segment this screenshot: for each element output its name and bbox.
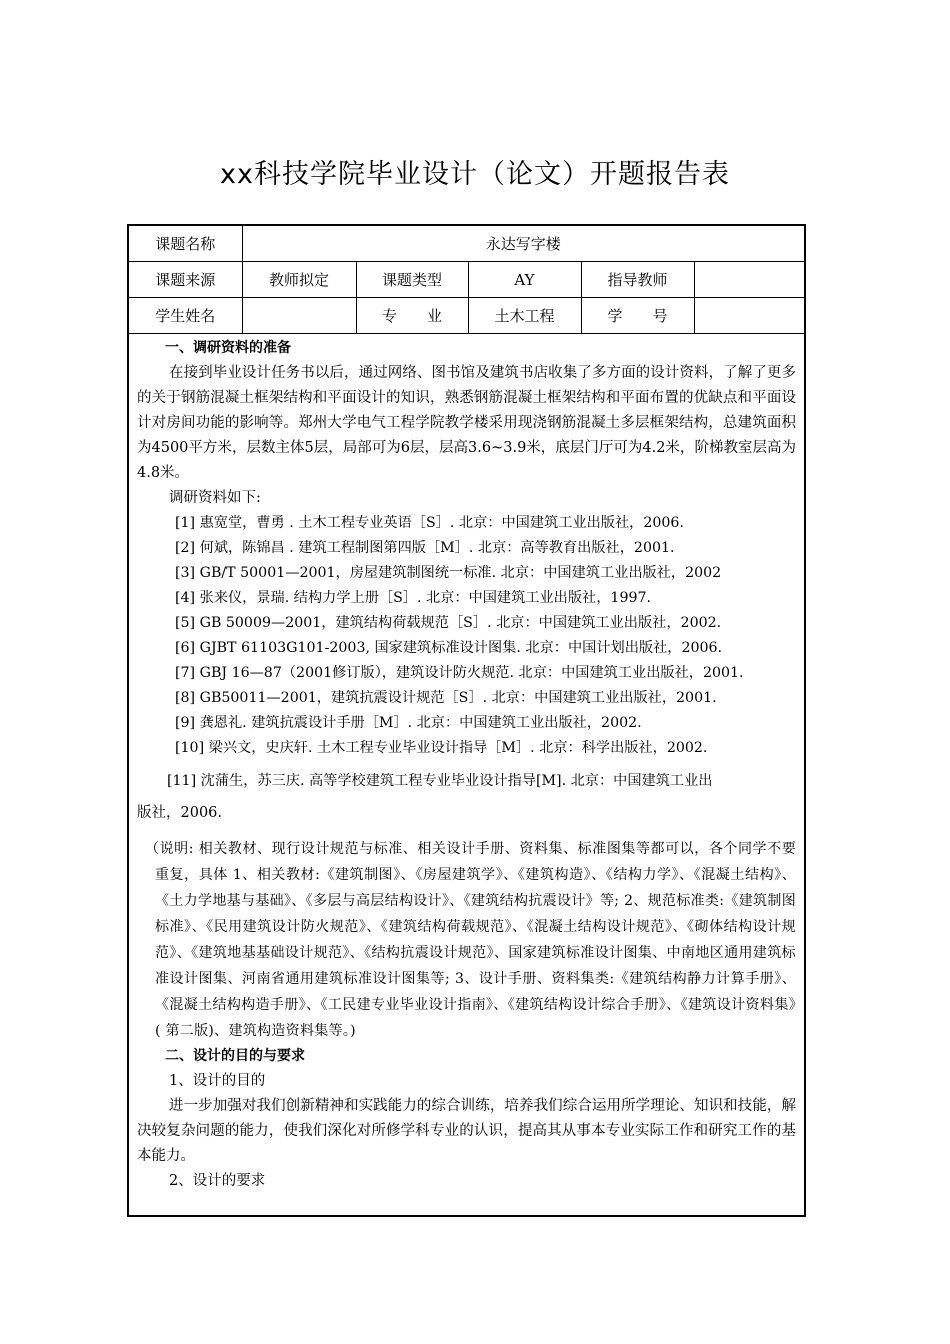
reference-item: [3] GB/T 50001—2001，房屋建筑制图统一标准. 北京：中国建筑工业出版社，2002 [175,565,722,581]
advisor-label: 指导教师 [581,262,694,298]
reference-item: [4] 张来仪，景瑞. 结构力学上册［S］. 北京：中国建筑工业出版社，1997. [175,590,652,606]
section1-paragraph: 在接到毕业设计任务书以后，通过网络、图书馆及建筑书店收集了多方面的设计资料，了解了更多的关于钢筋混凝土框架结构和平面设计的知识，熟悉钢筋混凝土框架结构和平面布置的优缺点和平面设计对房间功能的影响等。郑州大学电气工程学院教学楼采用现浇钢筋混凝土多层框架结构，总建筑面积为4500平方米，层数主体5层，局部可为6层，层高3.6~3.9米，底层门厅可为4.2米，阶梯教室层高为4.8米。 [137,365,796,481]
id-value [694,298,804,334]
section1-heading: 一、调研资料的准备 [165,340,291,356]
source-label: 课题来源 [129,262,242,298]
reference-item: [10] 梁兴文，史庆轩. 土木工程专业毕业设计指导［M］. 北京：科学出版社，2002. [175,740,708,756]
requirements-title: 2、设计的要求 [169,1173,266,1189]
reference-item-11: [11] 沈蒲生，苏三庆. 高等学校建筑工程专业毕业设计指导[M]. 北京：中国建筑工业出 [167,773,713,789]
id-label: 学 号 [581,298,694,334]
reference-item: [9] 龚恩礼. 建筑抗震设计手册［M］. 北京：中国建筑工业出版社，2002. [175,715,642,731]
explanation-note: （说明: 相关教材、现行设计规范与标准、相关设计手册、资料集、标准图集等都可以，各个同学不要重复，具体 1、相关教材:《建筑制图》、《房屋建筑学》、《建筑构造》、《结构力学》、《混凝土结构》、《土力学地基与基础》、《多层与高层结构设计》、《建筑结构抗震设计》等; 2、规范标准类:《建筑制图标准》、《民用建筑设计防火规范》、《建筑结构荷载规范》、《混凝土结构设计规范》、《砌体结构设计规范》、《建筑地基基础设计规范》、《结构抗震设计规范》、国家建筑标准设计图集、中南地区通用建筑标准设计图集、河南省通用建筑标准设计图集等; 3、设计手册、资料集类:《建筑结构静力计算手册》、《混凝土结构构造手册》、《工民建专业毕业设计指南》、《建筑结构设计综合手册》、《建筑设计资料集》( 第二版)、建筑构造资料集等。) [145,841,796,1039]
report-body [129,334,804,1194]
type-label: 课题类型 [356,262,468,298]
type-value: AY [468,262,581,298]
topic-label: 课题名称 [129,226,242,262]
reference-item: [8] GB50011—2001，建筑抗震设计规范［S］. 北京：中国建筑工业出版社，2001. [175,690,717,706]
source-row [129,262,804,298]
reference-item: [7] GBJ 16—87（2001修订版），建筑设计防火规范. 北京：中国建筑工业出版社，2001. [175,665,744,681]
reference-item: [6] GJBT 61103G101-2003, 国家建筑标准设计图集. 北京：中国计划出版社，2006. [175,640,723,656]
reference-item-11-tail: 版社，2006. [137,805,223,821]
advisor-value [694,262,804,298]
student-label: 学生姓名 [129,298,242,334]
purpose-title: 1、设计的目的 [169,1073,266,1089]
reference-item: [5] GB 50009—2001，建筑结构荷载规范［S］. 北京：中国建筑工业出版社，2002. [175,615,722,631]
report-form [127,224,806,1217]
purpose-text: 进一步加强对我们创新精神和实践能力的综合训练，培养我们综合运用所学理论、知识和技能，解决较复杂问题的能力，使我们深化对所修学科专业的认识，提高其从事本专业实际工作和研究工作的基本能力。 [137,1098,796,1164]
reference-item: [1] 惠宽堂，曹勇 . 土木工程专业英语［S］. 北京：中国建筑工业出版社，2006. [175,515,684,531]
topic-row [129,226,804,262]
topic-value: 永达写字楼 [242,226,804,262]
major-value: 土木工程 [468,298,581,334]
student-row [129,298,804,334]
reference-list [137,511,796,761]
section2-heading: 二、设计的目的与要求 [165,1048,305,1064]
major-label: 专 业 [356,298,468,334]
page-title: xx科技学院毕业设计（论文）开题报告表 [220,159,730,190]
source-value: 教师拟定 [242,262,356,298]
reference-item: [2] 何斌，陈锦昌 . 建筑工程制图第四版［M］. 北京：高等教育出版社，2001. [175,540,675,556]
info-table [129,226,804,334]
refs-intro: 调研资料如下: [169,490,261,506]
student-value [242,298,356,334]
